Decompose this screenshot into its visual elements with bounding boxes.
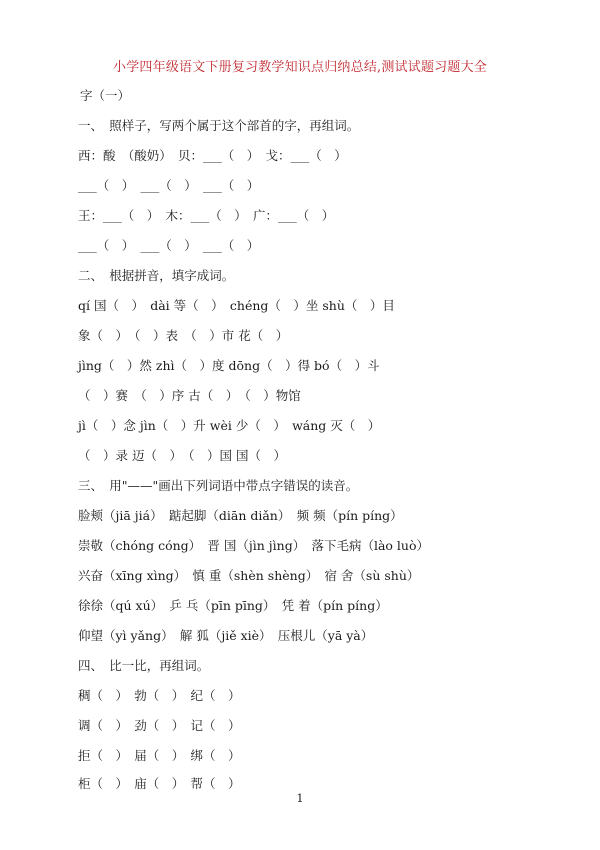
section-3-heading: 三、 用"——"画出下列词语中带点字错误的读音。	[78, 478, 359, 493]
exercise-line: 稠（ ） 勃（ ） 纪（ ）	[78, 688, 241, 703]
exercise-line: 仰望（yì yǎng） 解 狐（jiě xiè） 压根儿（yā yà）	[78, 628, 374, 643]
section-4-heading: 四、 比一比，再组词。	[78, 658, 210, 673]
section-2-heading: 二、 根据拼音，填字成词。	[78, 268, 235, 283]
exercise-line: 拒（ ） 届（ ） 绑（ ）	[78, 748, 241, 763]
exercise-line: ___（ ） ___（ ） ___（ ）	[78, 178, 260, 193]
exercise-line: ___（ ） ___（ ） ___（ ）	[78, 238, 260, 253]
exercise-line: 崇敬（chóng cóng） 晋 国（jìn jìng） 落下毛病（lào luò）	[78, 538, 430, 553]
section-1-heading: 一、 照样子，写两个属于这个部首的字，再组词。	[78, 118, 360, 133]
exercise-line: jì（ ）念 jìn（ ）升 wèi 少（ ） wáng 灭（ ）	[78, 418, 381, 433]
exercise-line: 柜（ ） 庙（ ） 帮（ ）	[78, 776, 241, 791]
document-title: 小学四年级语文下册复习教学知识点归纳总结,测试试题习题大全	[113, 60, 487, 75]
page-number: 1	[296, 792, 304, 805]
exercise-line: 象（ ） （ ）表 （ ）市 花（ ）	[78, 328, 289, 343]
exercise-line: 兴奋（xīng xìng） 慎 重（shèn shèng） 宿 舍（sù shù）	[78, 568, 420, 583]
subheading-zi-1: 字（一）	[80, 88, 131, 103]
exercise-line: qí 国（ ） dài 等（ ） chéng（ ）坐 shù（ ）目	[78, 298, 395, 313]
exercise-line: （ ）录 迈（ ） （ ）国 国（ ）	[78, 448, 286, 463]
exercise-line: 脸颊（jiā jiá） 踮起脚（diān diǎn） 频 频（pín píng）	[78, 508, 403, 523]
exercise-line: 西：酸 （酸奶） 贝：___（ ） 戈：___（ ）	[78, 148, 347, 163]
exercise-line: jìng（ ）然 zhì（ ）度 dōng（ ）得 bó（ ）斗	[78, 358, 380, 373]
exercise-line: （ ）赛 （ ）序 古（ ） （ ）物馆	[78, 388, 301, 403]
exercise-line: 徐徐（qú xú） 乒 乓（pīn pīng） 凭 着（pín píng）	[78, 598, 388, 613]
exercise-line: 王：___（ ） 木：___（ ） 广：___（ ）	[78, 208, 335, 223]
exercise-line: 调（ ） 劲（ ） 记（ ）	[78, 718, 241, 733]
